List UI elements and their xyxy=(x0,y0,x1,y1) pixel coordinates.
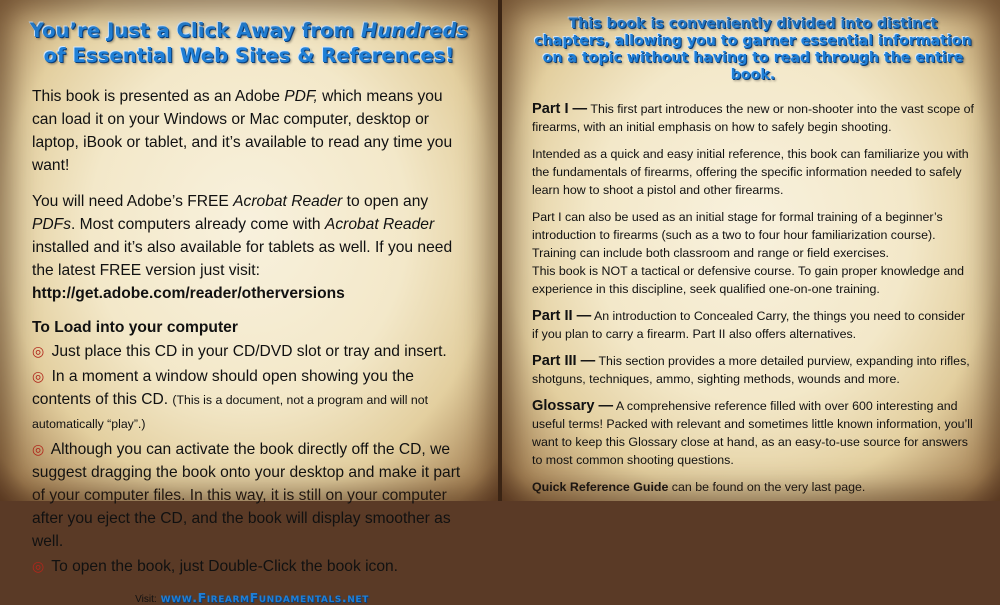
website-link[interactable]: www.FirearmFundamentals.net xyxy=(160,590,369,605)
acrobat-term: Acrobat Reader xyxy=(324,216,435,233)
left-headline xyxy=(26,18,472,68)
pdf-term: PDF, xyxy=(284,88,318,105)
visit-line xyxy=(32,590,472,605)
pdf-intro-paragraph xyxy=(32,85,472,177)
headline-emphasis: Hundreds xyxy=(360,19,469,42)
part1-paragraph xyxy=(532,100,974,136)
list-item-text: Just place this CD in your CD/DVD slot or tray and insert. xyxy=(51,343,447,360)
bullet-icon: ◎ xyxy=(32,368,45,384)
part2-text: An introduction to Concealed Carry, the things you need to consider if you plan to carry a firearm. Part II also offers alternatives. xyxy=(532,309,965,341)
part1-title: Part I — xyxy=(532,101,588,117)
list-item-text: In a moment a window should open showing you the contents of this CD. xyxy=(32,368,414,408)
list-item-text: To open the book, just Double-Click the book icon. xyxy=(51,558,399,575)
part2-paragraph xyxy=(532,307,974,343)
right-panel xyxy=(502,0,1000,501)
quick-reference-text: can be found on the very last page. xyxy=(668,480,866,494)
bullet-icon: ◎ xyxy=(32,558,45,574)
glossary-text: A comprehensive reference filled with over 600 interesting and useful terms! Packed with relevant and sometimes little known information, you’ll want to keep this Glossary close at hand, as an easy-to-use source for answers to most common shooting questions. xyxy=(532,399,973,467)
right-headline: This book is conveniently divided into distinct chapters, allowing you to garner essential information on a topic without having to read through the entire book. xyxy=(534,16,972,83)
text: to open any xyxy=(342,193,429,210)
headline-text-end: of Essential Web Sites & References! xyxy=(43,44,455,67)
acrobat-term: Acrobat Reader xyxy=(233,193,343,210)
bullet-icon: ◎ xyxy=(32,441,45,457)
adobe-reader-link[interactable]: http://get.adobe.com/reader/otherversions xyxy=(32,285,345,302)
quick-reference-paragraph xyxy=(532,478,974,496)
text: . Most computers already come with xyxy=(70,216,325,233)
list-item-text: Although you can activate the book directly off the CD, we suggest dragging the book onto your desktop and make it part of your computer files. In this way, it is still on your computer after you eject the CD, and the book will display smoother as well. xyxy=(32,441,461,550)
training-paragraph xyxy=(532,208,974,298)
visit-label: Visit: xyxy=(135,594,157,605)
part1-text: This first part introduces the new or non-shooter into the vast scope of firearms, with an initial emphasis on how to safely begin shooting. xyxy=(532,102,974,134)
list-item xyxy=(32,438,472,553)
load-heading: To Load into your computer xyxy=(32,319,238,336)
text: installed and it’s also available for tablets as well. If you need the latest FREE version just visit: xyxy=(32,239,453,279)
intro-paragraph: Intended as a quick and easy initial reference, this book can familiarize you with the fundamentals of firearms, offering the specific information needed to safely learn how to shoot a pistol and other firearms. xyxy=(532,147,969,197)
list-item xyxy=(32,365,472,436)
headline-text: You’re Just a Click Away from xyxy=(29,19,361,42)
part3-text: This section provides a more detailed purview, expanding into rifles, shotguns, techniques, ammo, sighting methods, wounds and more. xyxy=(532,354,970,386)
list-item xyxy=(32,555,472,578)
glossary-paragraph xyxy=(532,397,974,469)
glossary-title: Glossary — xyxy=(532,398,614,414)
disclaimer-text: This book is NOT a tactical or defensive course. To gain proper knowledge and experience in this discipline, seek qualified one-on-one training. xyxy=(532,264,965,296)
left-panel xyxy=(0,0,498,605)
pdfs-term: PDFs xyxy=(32,216,71,233)
quick-reference-title: Quick Reference Guide xyxy=(532,480,669,494)
text: This book is presented as an Adobe xyxy=(32,88,285,105)
training-text: Part I can also be used as an initial stage for formal training of a beginner’s introduction to firearms (such as a two to four hour familiarization course). Training can include both classroom and range or field exercises. xyxy=(532,210,943,260)
part3-title: Part III — xyxy=(532,353,596,369)
list-item-note: (This is a document, not a program and will not automatically “play”.) xyxy=(32,393,429,431)
part2-title: Part II — xyxy=(532,308,592,324)
text: You will need Adobe’s FREE xyxy=(32,193,234,210)
text: which means you can load it on your Windows or Mac computer, desktop or laptop, iBook or tablet, and it’s available to read any time you want! xyxy=(32,88,453,174)
bullet-icon: ◎ xyxy=(32,343,45,359)
part3-paragraph xyxy=(532,352,974,388)
list-item xyxy=(32,340,472,363)
acrobat-paragraph xyxy=(32,190,472,305)
